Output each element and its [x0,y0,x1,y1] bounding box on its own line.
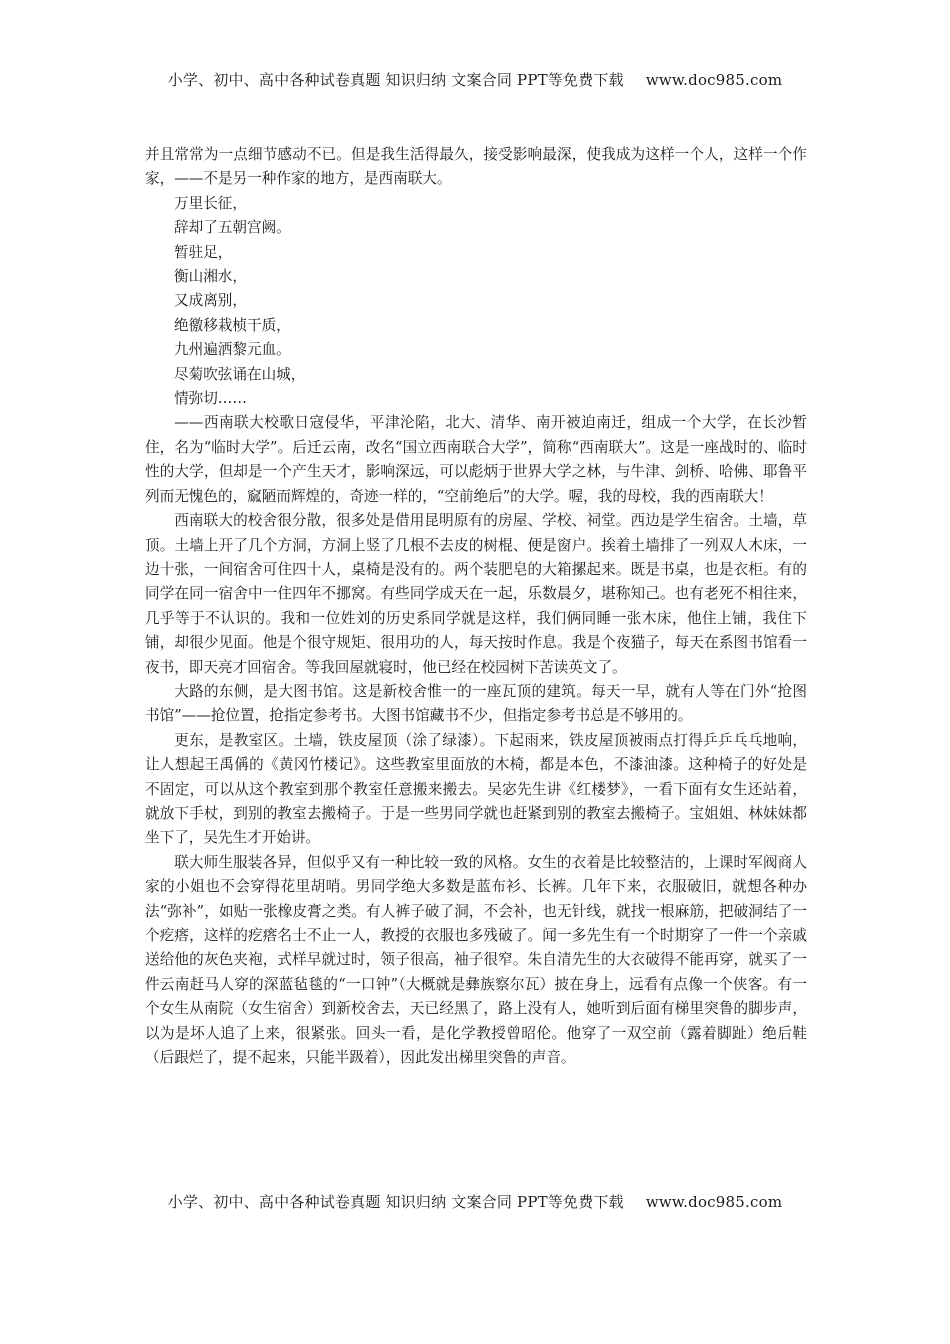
header-url[interactable]: www.doc985.com [645,71,783,89]
paragraph-dormitory: 西南联大的校舍很分散，很多处是借用昆明原有的房屋、学校、祠堂。西边是学生宿舍。土墙，草顶。土墙上开了几个方洞，方洞上竖了几根不去皮的树棍、便是窗户。挨着土墙排了一列双人木床，一边十张，一间宿舍可住四十人，桌椅是没有的。两个装肥皂的大箱摞起来。既是书桌，也是衣柜。有的同学在同一宿舍中一住四年不挪窝。有些同学成天在一起，乐数晨夕，堪称知己。也有老死不相往来，几乎等于不认识的。我和一位姓刘的历史系同学就是这样，我们俩同睡一张木床，他住上铺，我住下铺，却很少见面。他是个很守规矩、很用功的人，每天按时作息。我是个夜猫子，每天在系图书馆看一夜书，即天亮才回宿舍。等我回屋就寝时，他已经在校园树下苦读英文了。 [145,512,807,676]
paragraph-clothing: 联大师生服装各异，但似乎又有一种比较一致的风格。女生的衣着是比较整洁的，上课时军阀商人家的小姐也不会穿得花里胡哨。男同学绝大多数是蓝布衫、长裤。几年下来，衣服破旧，就想各种办法“弥补”，如贴一张橡皮膏之类。有人裤子破了洞，不会补，也无针线，就找一根麻筋，把破洞结了一个疙瘩，这样的疙瘩名士不止一人，教授的衣服也多残破了。闻一多先生有一个时期穿了一件一个亲戚送给他的灰色夹袍，式样早就过时，领子很高，袖子很窄。朱自清先生的大衣破得不能再穿，就买了一件云南赶马人穿的深蓝毡毯的“一口钟”（大概就是彝族察尔瓦）披在身上，远看有点像一个侠客。有一个女生从南院（女生宿舍）到新校舍去，天已经黑了，路上没有人，她听到后面有梯里突鲁的脚步声，以为是坏人追了上来，很紧张。回头一看，是化学教授曾昭伦。他穿了一双空前（露着脚趾）绝后鞋（后跟烂了，提不起来，只能半趿着），因此发出梯里突鲁的声音。 [145,853,807,1067]
school-song-poem [145,192,807,412]
header-text: 小学、初中、高中各种试卷真题 知识归纳 文案合同 PPT等免费下载 [167,71,624,89]
footer-url[interactable]: www.doc985.com [645,1193,783,1211]
poem-line: 九州遍洒黎元血。 [174,341,291,359]
paragraph-school-history: ——西南联大校歌日寇侵华，平津沦陷，北大、清华、南开被迫南迁，组成一个大学，在长沙暂住，名为“临时大学”。后迁云南，改名“国立西南联合大学”，简称“西南联大”。这是一座战时的、临时性的大学，但却是一个产生天才，影响深远，可以彪炳于世界大学之林，与牛津、剑桥、哈佛、耶鲁平列而无愧色的，窳陋而辉煌的，奇迹一样的，“空前绝后”的大学。喔，我的母校，我的西南联大！ [145,414,807,505]
poem-line: 万里长征， [174,194,247,212]
page-header [0,69,950,90]
article-body [145,143,807,1070]
poem-line: 衡山湘水， [174,268,247,286]
poem-line: 绝徼移栽桢干质， [174,316,291,334]
paragraph-library: 大路的东侧，是大图书馆。这是新校舍惟一的一座瓦顶的建筑。每天一早，就有人等在门外“抢图书馆”——抢位置，抢指定参考书。大图书馆藏书不少，但指定参考书总是不够用的。 [145,682,807,725]
poem-line: 又成离别， [174,292,247,310]
poem-line: 辞却了五朝宫阙。 [174,219,291,237]
poem-line: 情弥切…… [174,390,247,408]
poem-line: 暂驻足， [174,243,233,261]
poem-line: 尽菊吹弦诵在山城， [174,365,306,383]
page-footer [0,1191,950,1212]
footer-text: 小学、初中、高中各种试卷真题 知识归纳 文案合同 PPT等免费下载 [167,1193,624,1211]
intro-paragraph: 并且常常为一点细节感动不已。但是我生活得最久，接受影响最深，使我成为这样一个人，这样一个作家，——不是另一种作家的地方，是西南联大。 [145,146,807,188]
paragraph-classrooms: 更东，是教室区。土墙，铁皮屋顶（涂了绿漆）。下起雨来，铁皮屋顶被雨点打得乒乒乓乓地响，让人想起王禹偁的《黄冈竹楼记》。这些教室里面放的木椅，都是本色，不漆油漆。这种椅子的好处是不固定，可以从这个教室到那个教室任意搬来搬去。吴宓先生讲《红楼梦》，一看下面有女生还站着，就放下手杖，到别的教室去搬椅子。于是一些男同学就也赶紧到别的教室去搬椅子。宝姐姐、林妹妹都坐下了，吴先生才开始讲。 [145,731,807,847]
